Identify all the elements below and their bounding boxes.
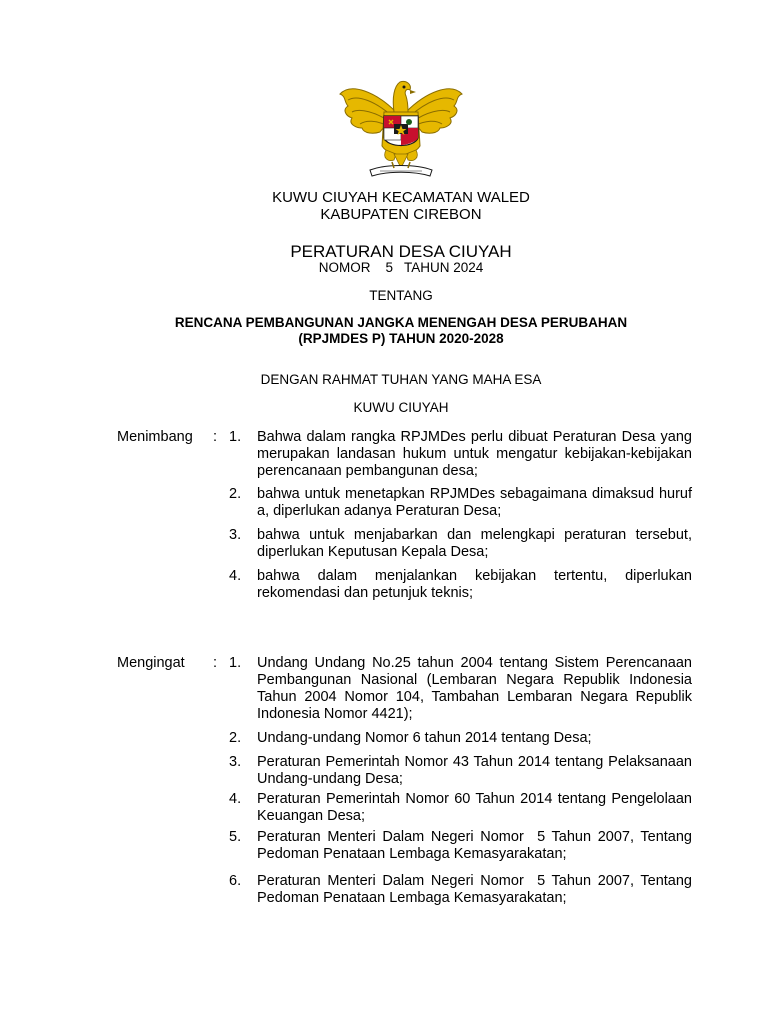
item-text: Peraturan Pemerintah Nomor 60 Tahun 2014 tentang Pengelolaan Keuangan Desa; (257, 791, 692, 824)
item-text: Peraturan Pemerintah Nomor 43 Tahun 2014 tentang Pelaksanaan Undang-undang Desa; (257, 754, 692, 787)
item-number: 3. (229, 754, 242, 770)
item-number: 5. (229, 829, 242, 845)
issuer-line-2: KABUPATEN CIREBON (320, 206, 482, 223)
item-number: 4. (229, 791, 242, 807)
mengingat-colon: : (213, 655, 218, 671)
item-number: 2. (229, 730, 242, 746)
authority-line: KUWU CIUYAH (353, 400, 449, 415)
item-number: 1. (229, 429, 242, 445)
item-text: Peraturan Menteri Dalam Negeri Nomor 5 Tahun 2007, Tentang Pedoman Penataan Lembaga Kemasyarakatan; (257, 829, 701, 862)
item-text: bahwa untuk menetapkan RPJMDes sebagaimana dimaksud huruf a, diperlukan adanya Peraturan Desa; (257, 486, 692, 519)
item-text: Bahwa dalam rangka RPJMDes perlu dibuat Peraturan Desa yang merupakan landasan hukum untuk mengatur kebijakan-kebijakan perencanaan pembangunan desa; (257, 429, 692, 479)
subject-line-1: RENCANA PEMBANGUNAN JANGKA MENENGAH DESA PERUBAHAN (174, 315, 628, 330)
garuda-pancasila-emblem-icon (336, 72, 466, 182)
item-number: 4. (229, 568, 242, 584)
item-text: Undang-undang Nomor 6 tahun 2014 tentang Desa; (257, 730, 592, 746)
mengingat-label: Mengingat (117, 655, 185, 671)
item-number: 2. (229, 486, 242, 502)
item-text: bahwa untuk menjabarkan dan melengkapi peraturan tersebut, diperlukan Keputusan Kepala Desa; (257, 527, 692, 560)
regulation-title: PERATURAN DESA CIUYAH (290, 242, 512, 261)
item-text: Peraturan Menteri Dalam Negeri Nomor 5 Tahun 2007, Tentang Pedoman Penataan Lembaga Kemasyarakatan; (257, 873, 701, 906)
menimbang-colon: : (213, 429, 218, 445)
item-number: 6. (229, 873, 242, 889)
issuer-line-1: KUWU CIUYAH KECAMATAN WALED (272, 189, 530, 206)
item-text: Undang Undang No.25 tahun 2004 tentang Sistem Perencanaan Pembangunan Nasional (Lembaran Negara Republik Indonesia Tahun 2004 Nomor 104, Tambahan Lembaran Negara Republik Indonesia Nomor 4421); (257, 655, 692, 722)
regulation-number: NOMOR 5 TAHUN 2024 (318, 260, 484, 275)
item-number: 1. (229, 655, 242, 671)
item-text: bahwa dalam menjalankan kebijakan tertentu, diperlukan rekomendasi dan petunjuk teknis; (257, 568, 692, 601)
subject-line-2: (RPJMDES P) TAHUN 2020-2028 (298, 331, 504, 346)
item-number: 3. (229, 527, 242, 543)
preamble-rahmat: DENGAN RAHMAT TUHAN YANG MAHA ESA (260, 372, 542, 387)
tentang-label: TENTANG (369, 288, 433, 303)
menimbang-label: Menimbang (117, 429, 193, 445)
